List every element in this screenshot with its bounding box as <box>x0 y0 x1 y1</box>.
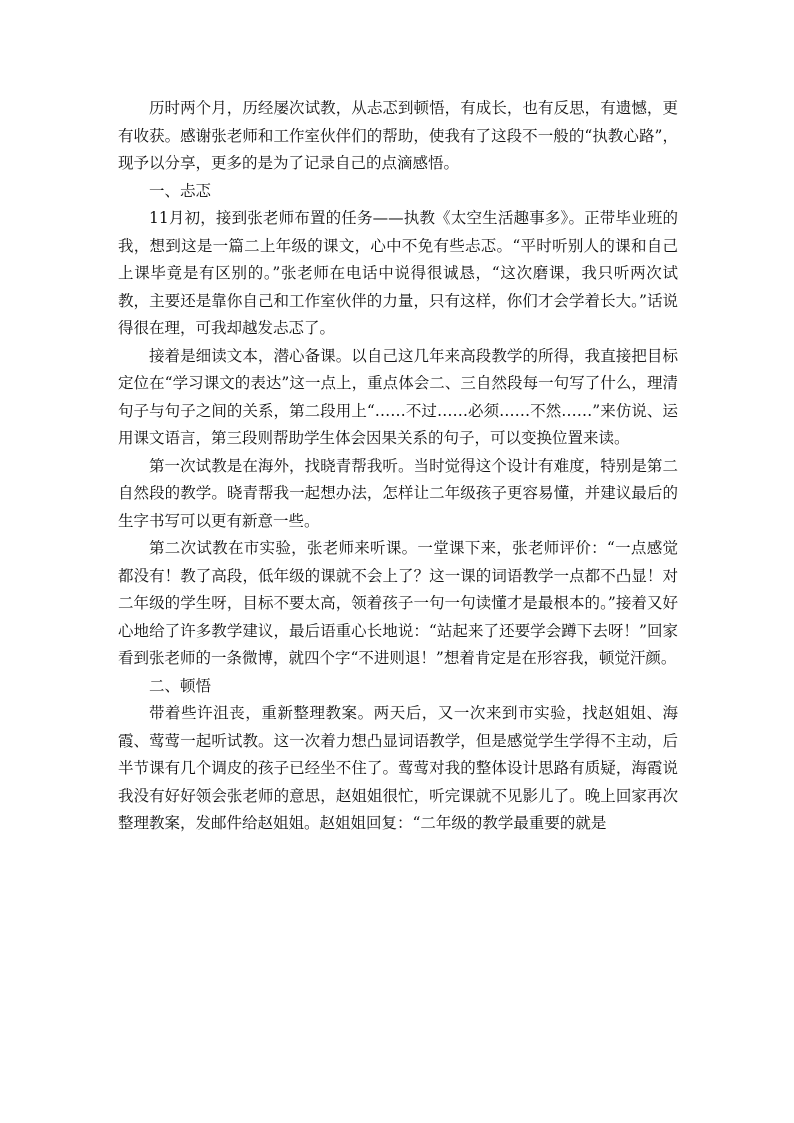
paragraph-second-trial: 第二次试教在市实验，张老师来听课。一堂课下来，张老师评价：“一点感觉都没有！教了高段，低年级的课就不会上了？这一课的词语教学一点都不凸显！对二年级的学生呀，目标不要太高，领着孩子一句一句读懂才是最根本的。”接着又好心地给了许多教学建议，最后语重心长地说：“站起来了还要学会蹲下去呀！”回家看到张老师的一条微博，就四个字“不进则退！”想着肯定是在形容我，顿觉汗颜。 <box>118 539 678 667</box>
section-heading-1: 一、忐忑 <box>149 181 212 200</box>
paragraph-intro: 历时两个月，历经屡次试教，从忐忑到顿悟，有成长，也有反思，有遗憾，更有收获。感谢张老师和工作室伙伴们的帮助，使我有了这段不一般的“执教心路”，现予以分享，更多的是为了记录自己的点滴感悟。 <box>118 99 678 172</box>
paragraph-first-trial: 第一次试教是在海外，找晓青帮我听。当时觉得这个设计有难度，特别是第二自然段的教学。晓青帮我一起想办法，怎样让二年级孩子更容易懂，并建议最后的生字书写可以更有新意一些。 <box>118 456 678 530</box>
paragraph-third-trial: 带着些许沮丧，重新整理教案。两天后，又一次来到市实验，找赵姐姐、海霞、莺莺一起听试教。这一次着力想凸显词语教学，但是感觉学生学得不主动，后半节课有几个调皮的孩子已经坐不住了。莺莺对我的整体设计思路有质疑，海霞说我没有好好领会张老师的意思，赵姐姐很忙，听完课就不见影儿了。晚上回家再次整理教案，发邮件给赵姐姐。赵姐姐回复：“二年级的教学最重要的就是 <box>118 704 678 832</box>
paragraph-preparation: 接着是细读文本，潜心备课。以自己这几年来高段教学的所得，我直接把目标定位在“学习课文的表达”这一点上，重点体会二、三自然段每一句写了什么，理清句子与句子之间的关系，第二段用上“……不过……必须……不然……”来仿说、运用课文语言，第三段则帮助学生体会因果关系的句子，可以变换位置来读。 <box>118 346 678 447</box>
document-page <box>118 95 678 838</box>
section-heading-2: 二、顿悟 <box>149 676 212 695</box>
paragraph-task: 11月初，接到张老师布置的任务——执教《太空生活趣事多》。正带毕业班的我，想到这是一篇二上年级的课文，心中不免有些忐忑。“平时听别人的课和自己上课毕竟是有区别的。”张老师在电话中说得很诚恳，“这次磨课，我只听两次试教，主要还是靠你自己和工作室伙伴的力量，只有这样，你们才会学着长大。”话说得很在理，可我却越发忐忑了。 <box>118 209 678 337</box>
